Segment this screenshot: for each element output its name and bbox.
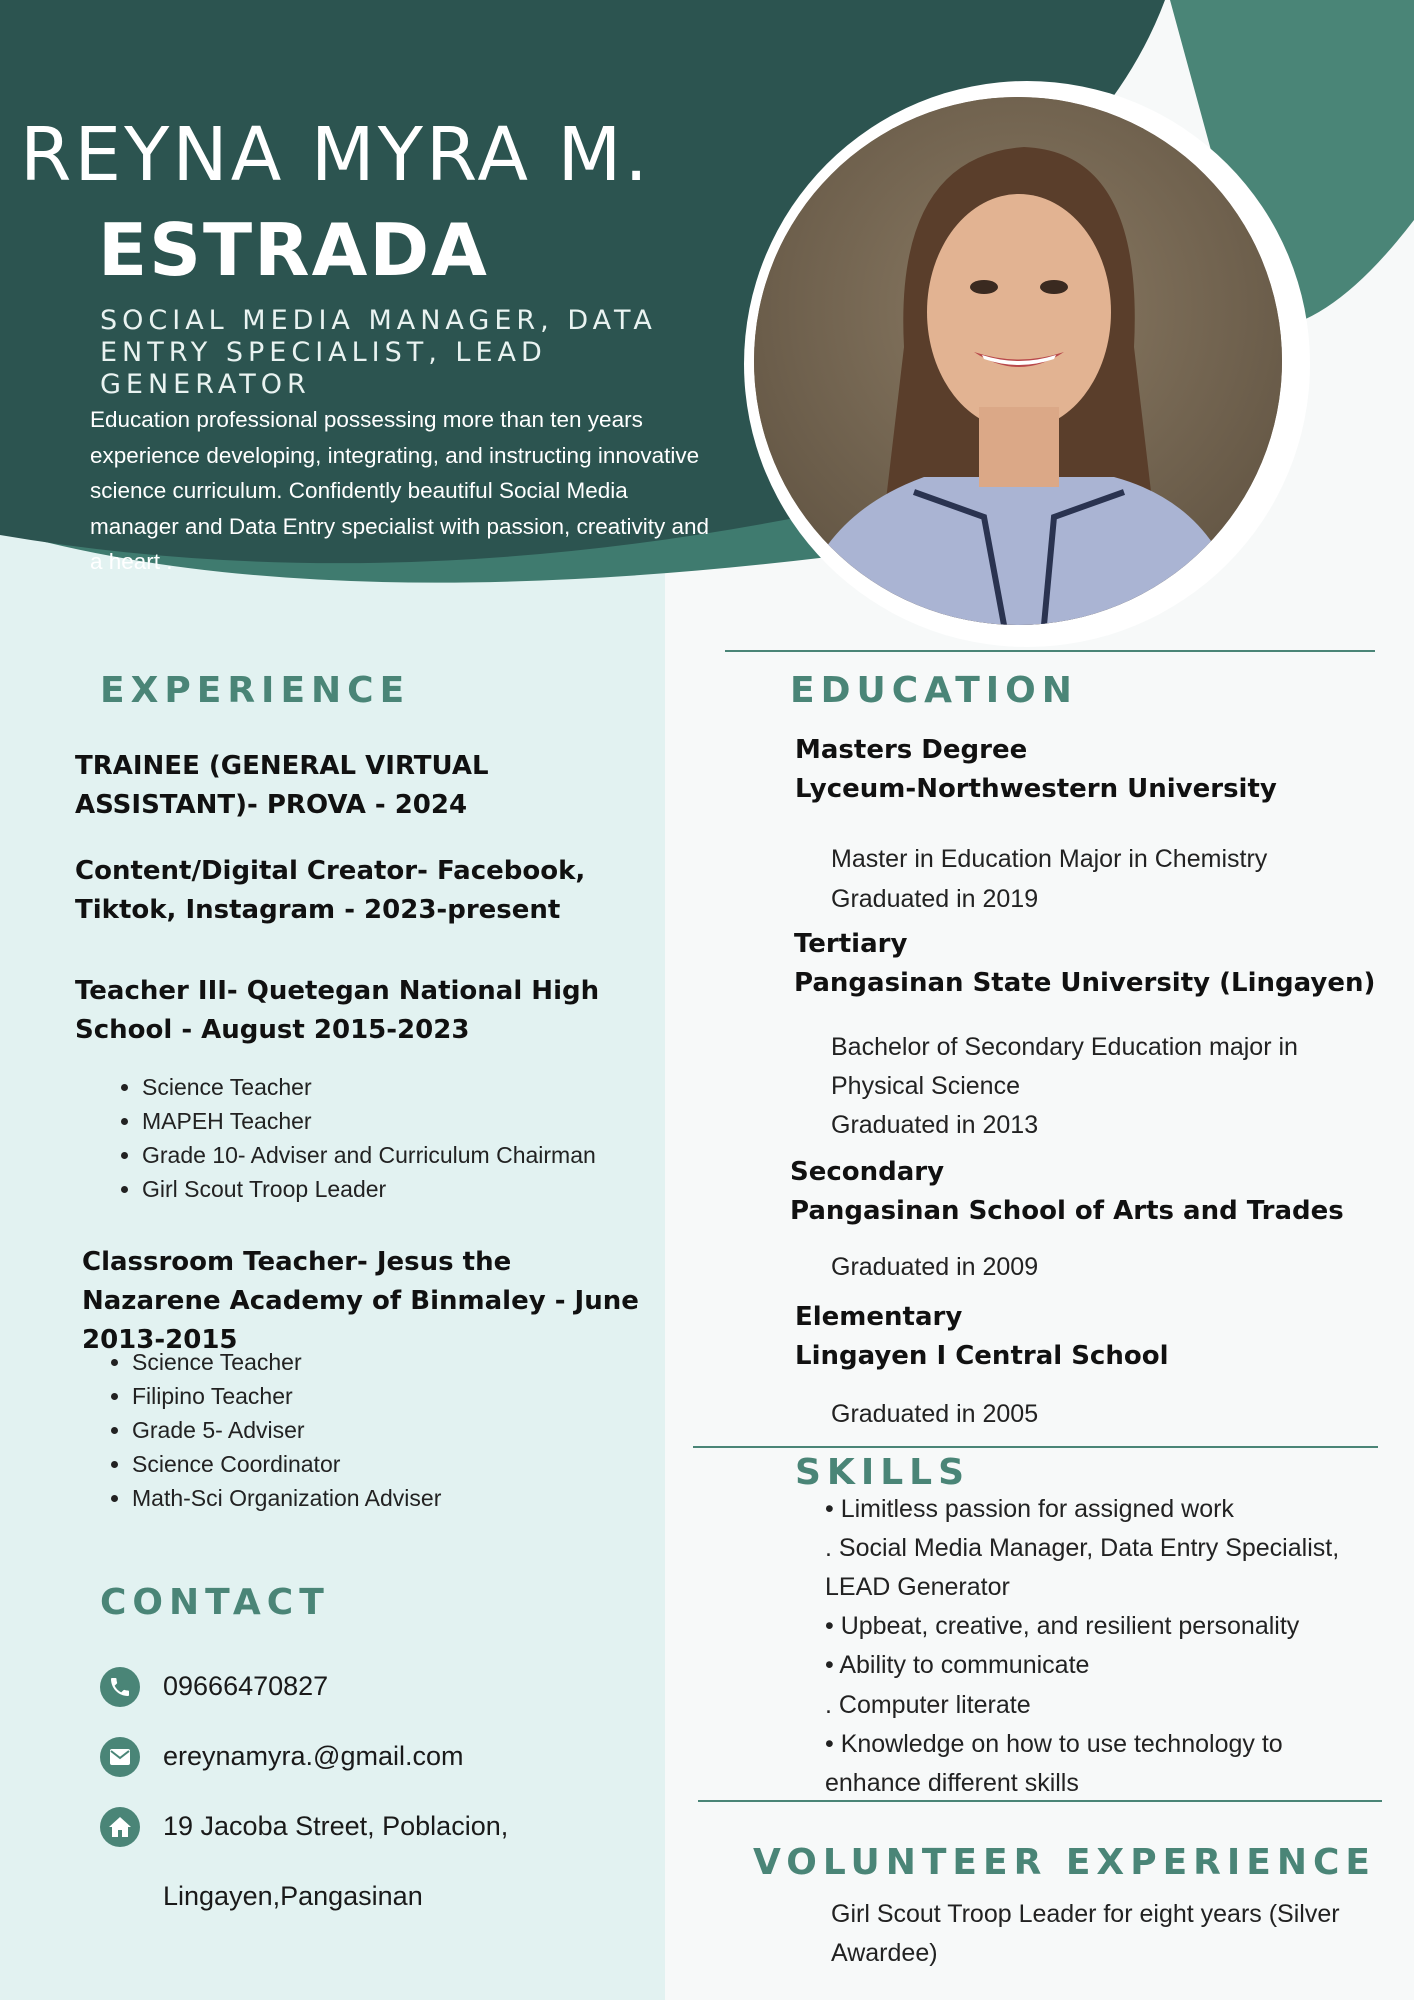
- list-item: • Science Teacher: [132, 1345, 441, 1379]
- list-item: • Science Coordinator: [132, 1447, 441, 1481]
- phone-number[interactable]: 09666470827: [163, 1671, 329, 1701]
- divider: [725, 650, 1375, 652]
- divider: [693, 1446, 1378, 1448]
- list-item: • MAPEH Teacher: [142, 1104, 596, 1138]
- volunteer-item: Girl Scout Troop Leader for eight years (Silver: [831, 1900, 1340, 1928]
- education-level: Secondary: [790, 1157, 945, 1187]
- job-subtitle: SOCIAL MEDIA MANAGER, DATA ENTRY SPECIALIST, LEAD GENERATOR: [100, 305, 657, 400]
- skill-item: . Social Media Manager, Data Entry Specialist,: [825, 1534, 1340, 1562]
- email-address[interactable]: ereynamyra.@gmail.com: [163, 1741, 464, 1771]
- list-item: • Girl Scout Troop Leader: [142, 1172, 596, 1206]
- skill-item: • Ability to communicate: [825, 1651, 1090, 1679]
- list-item: • Filipino Teacher: [132, 1379, 441, 1413]
- volunteer-heading: VOLUNTEER EXPERIENCE: [753, 1842, 1377, 1883]
- school-name: Lyceum-Northwestern University: [795, 774, 1277, 804]
- education-detail: Master in Education Major in Chemistry: [831, 845, 1268, 873]
- last-name: ESTRADA: [98, 208, 489, 292]
- job-duties-list: [112, 1070, 596, 1206]
- list-item: • Math-Sci Organization Adviser: [132, 1481, 441, 1515]
- skills-heading: SKILLS: [795, 1452, 971, 1493]
- education-detail: Graduated in 2013: [831, 1111, 1039, 1139]
- education-detail: Graduated in 2019: [831, 885, 1039, 913]
- profile-photo: [754, 97, 1282, 625]
- education-heading: EDUCATION: [790, 670, 1078, 711]
- skill-item: • Limitless passion for assigned work: [825, 1495, 1234, 1523]
- education-detail: Physical Science: [831, 1072, 1020, 1100]
- school-name: Pangasinan State University (Lingayen): [794, 968, 1376, 998]
- phone-icon: [100, 1667, 140, 1707]
- job-title: Classroom Teacher- Jesus the Nazarene Academy of Binmaley - June 2013-2015: [82, 1247, 639, 1355]
- experience-heading: EXPERIENCE: [100, 670, 411, 711]
- list-item: • Grade 10- Adviser and Curriculum Chairman: [142, 1138, 596, 1172]
- first-name: REYNA MYRA M.: [20, 112, 651, 198]
- education-detail: Graduated in 2005: [831, 1400, 1039, 1428]
- school-name: Lingayen I Central School: [795, 1341, 1169, 1371]
- list-item: • Science Teacher: [142, 1070, 596, 1104]
- address-line-1: 19 Jacoba Street, Poblacion,: [163, 1811, 509, 1841]
- home-icon: [100, 1807, 140, 1847]
- education-level: Masters Degree: [795, 735, 1028, 765]
- skill-item: LEAD Generator: [825, 1573, 1010, 1601]
- volunteer-item: Awardee): [831, 1939, 938, 1967]
- profile-summary: Education professional possessing more than ten years experience developing, integrating, and instructing innovative science curriculum. Confidently beautiful Social Media manager and Data Entry specialist with passion, creativity and a heart .: [90, 407, 710, 574]
- skill-item: enhance different skills: [825, 1769, 1079, 1797]
- school-name: Pangasinan School of Arts and Trades: [790, 1196, 1344, 1226]
- job-title: Teacher III- Quetegan National High School - August 2015-2023: [75, 976, 600, 1045]
- address-line-2: Lingayen,Pangasinan: [163, 1881, 423, 1911]
- job-title: Content/Digital Creator- Facebook, Tiktok, Instagram - 2023-present: [75, 856, 586, 925]
- divider: [698, 1800, 1382, 1802]
- list-item: • Grade 5- Adviser: [132, 1413, 441, 1447]
- photo-face: [927, 194, 1111, 430]
- education-detail: Graduated in 2009: [831, 1253, 1039, 1281]
- education-detail: Bachelor of Secondary Education major in: [831, 1033, 1298, 1061]
- email-icon: [100, 1737, 140, 1777]
- job-duties-list: [102, 1345, 441, 1515]
- skill-item: • Knowledge on how to use technology to: [825, 1730, 1283, 1758]
- education-level: Elementary: [795, 1302, 963, 1332]
- job-title: TRAINEE (GENERAL VIRTUAL ASSISTANT)- PROVA - 2024: [75, 751, 489, 820]
- skill-item: . Computer literate: [825, 1691, 1031, 1719]
- contact-heading: CONTACT: [100, 1582, 330, 1623]
- skill-item: • Upbeat, creative, and resilient personality: [825, 1612, 1300, 1640]
- education-level: Tertiary: [794, 929, 908, 959]
